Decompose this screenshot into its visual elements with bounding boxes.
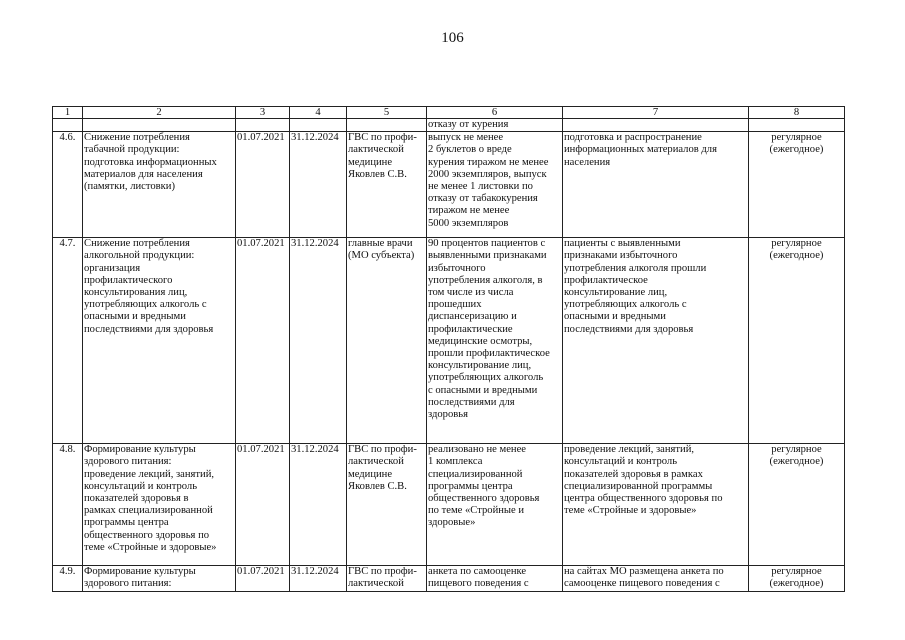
- column-number: 5: [347, 107, 427, 119]
- item-number: 4.8.: [53, 444, 83, 566]
- responsible-cell: главные врачи (МО субъекта): [347, 238, 427, 444]
- indicator-cell: проведение лекций, занятий, консультаций и контроль показателей здоровья в рамках специализированной программы центра общественного здоровья по теме «Стройные и здоровые»: [563, 444, 749, 566]
- column-number: 6: [427, 107, 563, 119]
- item-number: 4.6.: [53, 132, 83, 238]
- indicator-cell: на сайтах МО размещена анкета по самооценке пищевого поведения с: [563, 566, 749, 592]
- column-number: 3: [236, 107, 290, 119]
- column-number: 4: [290, 107, 347, 119]
- type-cell: регулярное (ежегодное): [749, 132, 845, 238]
- plan-table: [52, 106, 845, 592]
- table-row: [53, 566, 845, 592]
- end-date-cell: 31.12.2024: [290, 444, 347, 566]
- type-cell: регулярное (ежегодное): [749, 566, 845, 592]
- end-date-cell: 31.12.2024: [290, 132, 347, 238]
- type-cell: регулярное (ежегодное): [749, 238, 845, 444]
- measure-name-cell: Снижение потребления алкогольной продукции: организация профилактического консультирования лиц, употребляющих алкоголь с опасными и вредными последствиями для здоровья: [83, 238, 236, 444]
- column-number: 7: [563, 107, 749, 119]
- start-date-cell: 01.07.2021: [236, 566, 290, 592]
- indicator-cell: пациенты с выявленными признаками избыточного употребления алкоголя прошли профилактическое консультирование лиц, употребляющих алкоголь с опасными и вредными последствиями для здоровья: [563, 238, 749, 444]
- item-number: 4.9.: [53, 566, 83, 592]
- result-cell: анкета по самооценке пищевого поведения с: [427, 566, 563, 592]
- measure-name-cell: Снижение потребления табачной продукции: подготовка информационных материалов для населения (памятки, листовки): [83, 132, 236, 238]
- result-cell: реализовано не менее 1 комплекса специализированной программы центра общественного здоровья по теме «Стройные и здоровые»: [427, 444, 563, 566]
- measure-name-cell: Формирование культуры здорового питания:: [83, 566, 236, 592]
- table-row: [53, 238, 845, 444]
- start-date-cell: 01.07.2021: [236, 132, 290, 238]
- responsible-cell: ГВС по профи- лактической: [347, 566, 427, 592]
- column-number-row: [53, 107, 845, 119]
- end-date-cell: 31.12.2024: [290, 566, 347, 592]
- item-number: 4.7.: [53, 238, 83, 444]
- result-cell: 90 процентов пациентов с выявленными признаками избыточного употребления алкоголя, в том числе из числа прошедших диспансеризацию и профилактические медицинские осмотры, прошли профилактическое консультирование лиц, употребляющих алкоголь с опасными и вредными последствиями для здоровья: [427, 238, 563, 444]
- indicator-cell: подготовка и распространение информационных материалов для населения: [563, 132, 749, 238]
- table-row: [53, 444, 845, 566]
- column-number: 1: [53, 107, 83, 119]
- page-number: 106: [441, 30, 464, 46]
- result-cell: выпуск не менее 2 буклетов о вреде курения тиражом не менее 2000 экземпляров, выпуск не менее 1 листовки по отказу от табакокурения тиражом не менее 5000 экземпляров: [427, 132, 563, 238]
- column-number: 8: [749, 107, 845, 119]
- table-row: [53, 132, 845, 238]
- responsible-cell: ГВС по профи- лактической медицине Яковлев С.В.: [347, 444, 427, 566]
- end-date-cell: 31.12.2024: [290, 238, 347, 444]
- column-number: 2: [83, 107, 236, 119]
- measure-name-cell: Формирование культуры здорового питания: проведение лекций, занятий, консультаций и контроль показателей здоровья в рамках специализированной программы центра общественного здоровья по теме «Стройные и здоровые»: [83, 444, 236, 566]
- start-date-cell: 01.07.2021: [236, 238, 290, 444]
- responsible-cell: ГВС по профи- лактической медицине Яковлев С.В.: [347, 132, 427, 238]
- continuation-result-cell: отказу от курения: [427, 119, 563, 132]
- type-cell: регулярное (ежегодное): [749, 444, 845, 566]
- start-date-cell: 01.07.2021: [236, 444, 290, 566]
- continuation-row: [53, 119, 845, 132]
